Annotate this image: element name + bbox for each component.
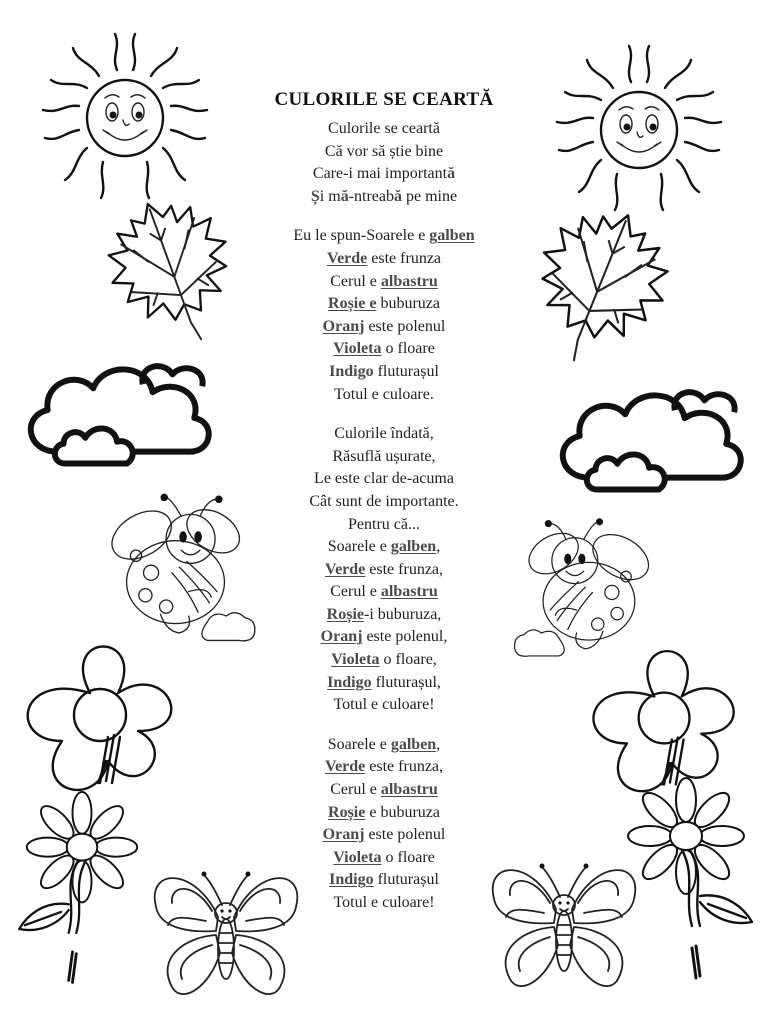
- color-word: Verde: [324, 758, 366, 776]
- poem-text: fluturașul: [373, 871, 439, 889]
- color-word: Indigo: [327, 673, 372, 691]
- butterfly-icon: [146, 860, 306, 1010]
- poem-text: fluturașul: [373, 362, 439, 380]
- poem-text: Cerul e: [330, 781, 381, 799]
- poem-text: pe mine: [402, 187, 458, 205]
- color-word: Violeta: [333, 340, 382, 358]
- poem-text: o floare: [381, 848, 435, 866]
- color-word: Violeta: [331, 651, 380, 669]
- poem-title: CULORILE SE CEARTĂ: [274, 89, 494, 110]
- color-word: Oranj: [320, 628, 363, 646]
- poem-line: [224, 446, 544, 469]
- poem-text: Totul e culoare.: [334, 385, 434, 403]
- color-word: ă: [447, 165, 456, 183]
- color-word: Indigo: [329, 871, 374, 889]
- sun-icon: [544, 40, 734, 220]
- color-word: albastru: [380, 781, 438, 799]
- poem-line: [224, 802, 544, 825]
- poem-text: Soarele e: [327, 735, 391, 753]
- poem-line: [224, 316, 544, 339]
- poem-text: e buburuza: [365, 803, 440, 821]
- poem-line: [224, 423, 544, 446]
- color-word: Oranj: [322, 317, 365, 335]
- poem-text: ,: [436, 735, 441, 753]
- poem-text: Soarele e: [327, 538, 391, 556]
- poem-text: Eu le spun-Soarele e: [293, 227, 430, 245]
- flower-outline-icon: [18, 636, 188, 796]
- poem-line: [224, 779, 544, 802]
- poem-text: Care-i mai important: [312, 165, 448, 183]
- poem-line: [224, 672, 544, 695]
- poem-text: i m: [319, 187, 341, 205]
- poem-line: [224, 271, 544, 294]
- ladybug-icon: [104, 478, 264, 658]
- poem-line: [224, 824, 544, 847]
- poem-text: Pentru că...: [348, 515, 420, 533]
- poem-text: este frunza,: [365, 560, 444, 578]
- flower-outline-icon: [584, 644, 750, 794]
- color-word: albastru: [380, 272, 438, 290]
- poem-text: Răsuflă ușurate,: [332, 447, 436, 465]
- poem-text: Totul e culoare!: [333, 894, 435, 911]
- poem-line: [224, 559, 544, 582]
- poem-text: Că vor să știe bine: [324, 142, 444, 160]
- poem-line: [224, 186, 544, 209]
- poem-text: o floare: [381, 340, 435, 358]
- color-word: albastru: [380, 583, 438, 601]
- poem-text: ,: [436, 538, 441, 556]
- poem-line: [224, 293, 544, 316]
- color-word: Indigo: [329, 362, 374, 380]
- poem-line: [224, 384, 544, 407]
- poem-line: [224, 514, 544, 537]
- poem-text: este frunza: [367, 249, 442, 267]
- poem-text: o floare,: [379, 651, 437, 669]
- poem: [224, 88, 544, 932]
- poem-text: este polenul: [364, 826, 446, 844]
- poem-text: fluturașul,: [371, 673, 441, 691]
- cloud-icon: [14, 352, 220, 476]
- poem-text: Cât sunt de importante.: [309, 492, 459, 510]
- poem-stanza: [224, 225, 544, 406]
- poem-text: este frunza,: [365, 758, 444, 776]
- poem-line: [224, 361, 544, 384]
- poem-stanza: [224, 118, 544, 208]
- color-word: galben: [429, 227, 475, 245]
- poem-text: -i buburuza,: [364, 605, 442, 623]
- poem-line: [224, 604, 544, 627]
- poem-line: [224, 626, 544, 649]
- poem-line: [224, 248, 544, 271]
- poem-text: Le este clar de-acuma: [314, 470, 454, 488]
- poem-stanzas: [224, 118, 544, 915]
- poem-line: [224, 694, 544, 717]
- poem-line: [224, 141, 544, 164]
- poem-line: [224, 338, 544, 361]
- daisy-icon: [12, 790, 152, 990]
- poem-text: este polenul: [364, 317, 446, 335]
- maple-leaf-icon: [506, 205, 696, 375]
- poem-text: Cerul e: [330, 272, 381, 290]
- poem-line: [224, 225, 544, 248]
- poem-text: Cerul e: [330, 583, 381, 601]
- color-word: Roșie: [326, 605, 364, 623]
- sun-icon: [30, 28, 220, 208]
- color-word: galben: [390, 735, 437, 753]
- color-word: Verde: [324, 560, 366, 578]
- poem-text: Totul e culoare!: [333, 696, 435, 714]
- color-word: Roșie: [328, 803, 366, 821]
- poem-line: [224, 649, 544, 672]
- poem-text: -ntreab: [348, 187, 394, 205]
- poem-line: [224, 734, 544, 757]
- color-word: Roșie e: [328, 295, 377, 313]
- poem-line: [224, 468, 544, 491]
- poem-line: [224, 581, 544, 604]
- poem-stanza: [224, 423, 544, 717]
- poem-line: [224, 491, 544, 514]
- color-word: Ș: [310, 187, 320, 205]
- color-word: Oranj: [322, 826, 365, 844]
- color-word: galben: [390, 538, 437, 556]
- poem-text: este polenul,: [362, 628, 448, 646]
- poem-line: [224, 163, 544, 186]
- poem-line: [224, 118, 544, 141]
- poem-text: Culorile îndată,: [334, 425, 434, 443]
- maple-leaf-icon: [86, 195, 256, 355]
- poem-line: [224, 536, 544, 559]
- poem-text: Culorile se ceartă: [328, 120, 440, 137]
- poem-text: buburuza: [376, 295, 440, 313]
- color-word: Verde: [326, 249, 368, 267]
- cloud-icon: [546, 378, 752, 502]
- color-word: ă: [340, 187, 349, 205]
- color-word: ă: [394, 187, 402, 205]
- color-word: Violeta: [333, 848, 382, 866]
- butterfly-icon: [484, 852, 644, 1002]
- poem-line: [224, 756, 544, 779]
